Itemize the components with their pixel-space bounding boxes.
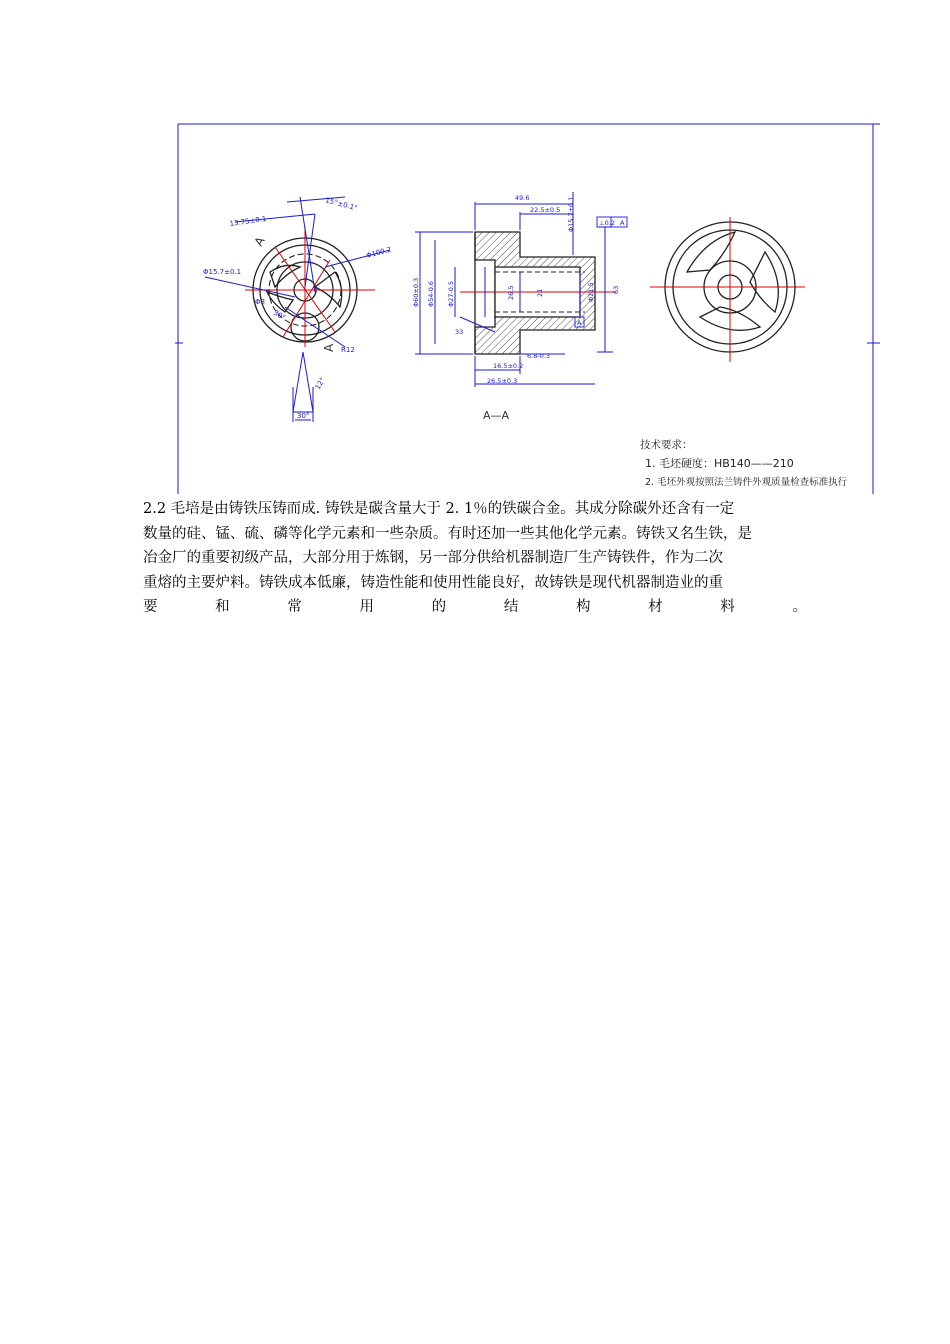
notes-title: 技术要求： xyxy=(640,439,693,451)
tolerance-frame: ⊥0.2 xyxy=(599,219,615,227)
dim-49-6: 49.6 xyxy=(515,194,530,202)
cut-marker-a-bottom: A xyxy=(322,343,336,352)
dim-phi-8: Φ8 xyxy=(255,298,265,306)
dim-22-5: 22.5±0.5 xyxy=(530,206,561,214)
cut-marker-a-top: A xyxy=(251,234,268,249)
paragraph-line-5: 要 和 常 用 的 结 构 材 料 。 xyxy=(143,599,807,616)
dim-63: 63 xyxy=(612,285,620,294)
paragraph-line-4: 重熔的主要炉料。铸铁成本低廉，铸造性能和使用性能良好，故铸铁是现代机器制造业的重 xyxy=(143,574,723,591)
dim-phi-100: Φ100.2 xyxy=(365,245,393,260)
dim-30-deg-b: 30° xyxy=(297,412,310,420)
dim-phi-54: Φ54-0.6 xyxy=(427,280,435,307)
notes-item-2: 2. 毛坯外观按照法兰铸件外观质量检查标准执行 xyxy=(645,477,848,488)
section-label: A—A xyxy=(483,409,510,422)
body-paragraph xyxy=(143,497,807,620)
dim-30-deg-a: 30° xyxy=(272,308,287,322)
dim-12-deg: 12° xyxy=(313,376,327,391)
paragraph-line-2: 数量的硅、锰、硫、磷等化学元素和一些杂质。有时还加一些其他化学元素。铸铁又名生铁，是 xyxy=(143,525,752,542)
dim-r12: R12 xyxy=(341,346,355,354)
dim-15-deg: 15°±0.1° xyxy=(324,196,359,213)
dim-33: 33 xyxy=(455,328,464,336)
dim-13-75: 13.75±0.1 xyxy=(229,214,267,228)
dim-phi-21-5: Φ21.5 xyxy=(587,282,595,302)
dim-6-8: 6.8-0.3 xyxy=(527,352,551,360)
dim-phi-15-7: Φ15.7±0.1 xyxy=(203,268,242,276)
paragraph-line-1: 2.2 毛培是由铸铁压铸而成. 铸铁是碳含量大于 2. 1％的铁碳合金。其成分除碳外还含有一定 xyxy=(143,501,735,517)
dim-16-5: 16.5±0.2 xyxy=(493,362,524,370)
notes-item-1: 1. 毛坯硬度：HB140——210 xyxy=(645,457,794,470)
engineering-drawing xyxy=(175,122,880,494)
dim-phi-27: Φ27-0.5 xyxy=(447,280,455,307)
front-view-left xyxy=(203,196,392,422)
front-view-right xyxy=(650,217,805,362)
dim-phi-60: Φ60±0.3 xyxy=(412,277,420,307)
datum-a-bottom: A xyxy=(577,319,582,327)
dim-21: 21 xyxy=(536,288,544,297)
paragraph-line-3: 冶金厂的重要初级产品，大部分用于炼钢，另一部分供给机器制造厂生产铸铁件，作为二次 xyxy=(143,550,723,567)
dim-26-5: 26.5 xyxy=(507,285,515,300)
technical-notes xyxy=(640,438,848,488)
dim-26-5-bottom: 26.5±0.3 xyxy=(487,377,518,385)
section-view xyxy=(412,192,627,422)
datum-a-top: A xyxy=(620,219,625,227)
dim-hole-dia: Φ15.7±0.1 xyxy=(567,196,575,232)
